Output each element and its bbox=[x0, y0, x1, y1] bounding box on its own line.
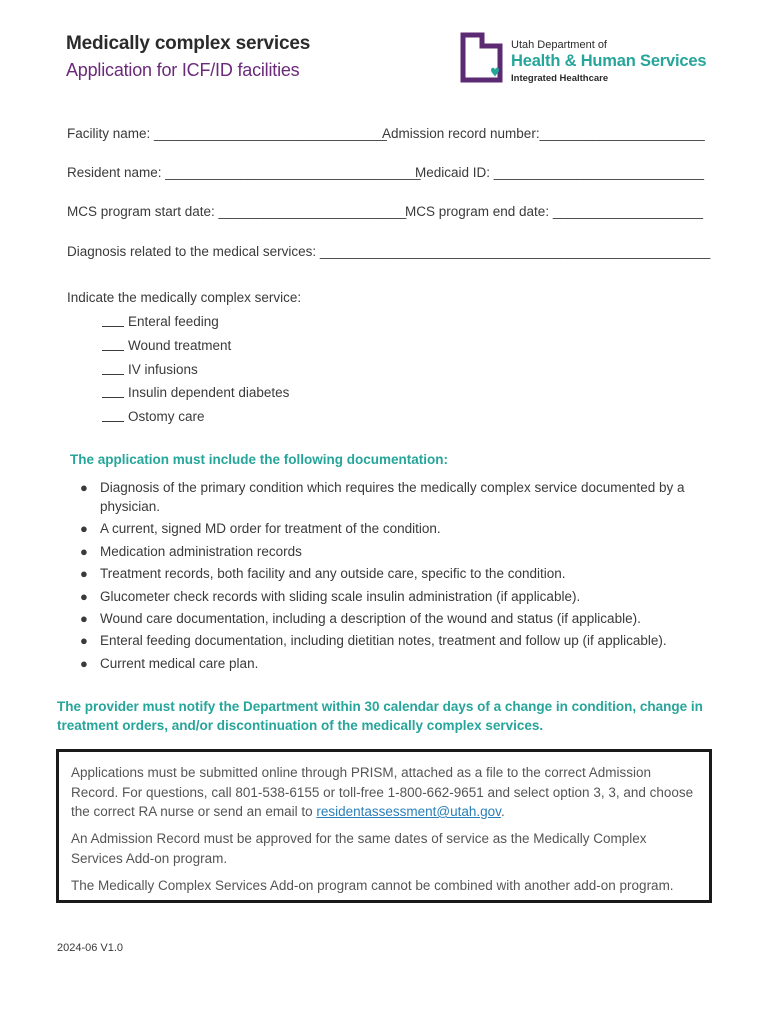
bullet-icon: ● bbox=[80, 521, 88, 537]
documentation-item: ● A current, signed MD order for treatment of the condition. bbox=[80, 521, 441, 537]
service-option[interactable] bbox=[102, 338, 289, 362]
utah-state-icon bbox=[460, 32, 504, 84]
checkbox-blank[interactable] bbox=[102, 397, 124, 398]
service-options-list bbox=[102, 314, 289, 433]
medicaid-id-field[interactable]: Medicaid ID: ____________________________ bbox=[415, 165, 705, 180]
admission-record-field[interactable]: Admission record number:______________________ bbox=[382, 126, 705, 141]
documentation-item: ● Treatment records, both facility and any outside care, specific to the condition. bbox=[80, 566, 566, 582]
documentation-item: ● Current medical care plan. bbox=[80, 655, 259, 671]
documentation-item: ● Glucometer check records with sliding scale insulin administration (if applicable). bbox=[80, 588, 581, 604]
addon-restriction-note: The Medically Complex Services Add-on program cannot be combined with another add-on program. bbox=[71, 878, 674, 893]
diagnosis-field[interactable]: Diagnosis related to the medical services: ____________________________________________________ bbox=[67, 244, 711, 259]
logo-line-2: Health & Human Services bbox=[511, 52, 707, 70]
checkbox-blank[interactable] bbox=[102, 326, 124, 327]
bullet-icon: ● bbox=[80, 566, 88, 582]
logo-line-3: Integrated Healthcare bbox=[511, 73, 609, 84]
provider-notice: The provider must notify the Department within 30 calendar days of a change in condition, change in treatment orders, and/or discontinuation of the medically complex services. bbox=[57, 699, 703, 733]
bullet-icon: ● bbox=[80, 543, 88, 559]
service-option-label: Wound treatment bbox=[128, 337, 232, 353]
submission-info-box bbox=[56, 749, 712, 903]
admission-record-note: An Admission Record must be approved for the same dates of service as the Medically Complex Services Add-on program. bbox=[71, 831, 647, 866]
bullet-icon: ● bbox=[80, 480, 88, 495]
bullet-icon: ● bbox=[80, 655, 88, 671]
service-option[interactable] bbox=[102, 314, 289, 338]
facility-name-field[interactable]: Facility name: _______________________________ bbox=[67, 126, 387, 141]
submission-instructions: Applications must be submitted online through PRISM, attached as a file to the correct Admission Record. For questions, call 801-538-6155 or toll-free 1-800-662-9651 and select option 3, 3, and choose the correct RA nurse or send an email to residentassessment@utah.gov. bbox=[71, 765, 694, 819]
logo-line-1: Utah Department of bbox=[511, 39, 607, 51]
documentation-item: ● Enteral feeding documentation, including dietitian notes, treatment and follow up (if applicable). bbox=[80, 633, 667, 649]
bullet-icon: ● bbox=[80, 588, 88, 604]
checkbox-blank[interactable] bbox=[102, 350, 124, 351]
service-prompt: Indicate the medically complex service: bbox=[67, 290, 302, 305]
bullet-icon: ● bbox=[80, 610, 88, 626]
utah-dhhs-logo bbox=[460, 30, 730, 86]
documentation-item: ● Wound care documentation, including a description of the wound and status (if applicable). bbox=[80, 610, 641, 626]
documentation-heading: The application must include the following documentation: bbox=[70, 452, 448, 467]
service-option[interactable] bbox=[102, 362, 289, 386]
service-option[interactable] bbox=[102, 409, 289, 433]
program-end-date-field[interactable]: MCS program end date: ____________________ bbox=[405, 204, 703, 219]
service-option-label: Ostomy care bbox=[128, 409, 205, 425]
bullet-icon: ● bbox=[80, 633, 88, 649]
page-subtitle: Application for ICF/ID facilities bbox=[66, 60, 300, 80]
service-option[interactable] bbox=[102, 385, 289, 409]
program-start-date-field[interactable]: MCS program start date: _________________________ bbox=[67, 204, 407, 219]
checkbox-blank[interactable] bbox=[102, 421, 124, 422]
documentation-list bbox=[78, 478, 718, 676]
page-title: Medically complex services bbox=[66, 33, 311, 54]
service-option-label: Enteral feeding bbox=[128, 314, 219, 329]
version-label: 2024-06 V1.0 bbox=[57, 942, 124, 954]
checkbox-blank[interactable] bbox=[102, 374, 124, 375]
service-option-label: Insulin dependent diabetes bbox=[128, 385, 290, 401]
documentation-item: ● Medication administration records bbox=[80, 543, 302, 559]
email-link[interactable]: residentassessment@utah.gov bbox=[316, 804, 501, 819]
documentation-item: ● Diagnosis of the primary condition which requires the medically complex service documented by a physician. bbox=[80, 480, 685, 514]
resident-name-field[interactable]: Resident name: __________________________________ bbox=[67, 165, 421, 180]
service-option-label: IV infusions bbox=[128, 361, 198, 377]
